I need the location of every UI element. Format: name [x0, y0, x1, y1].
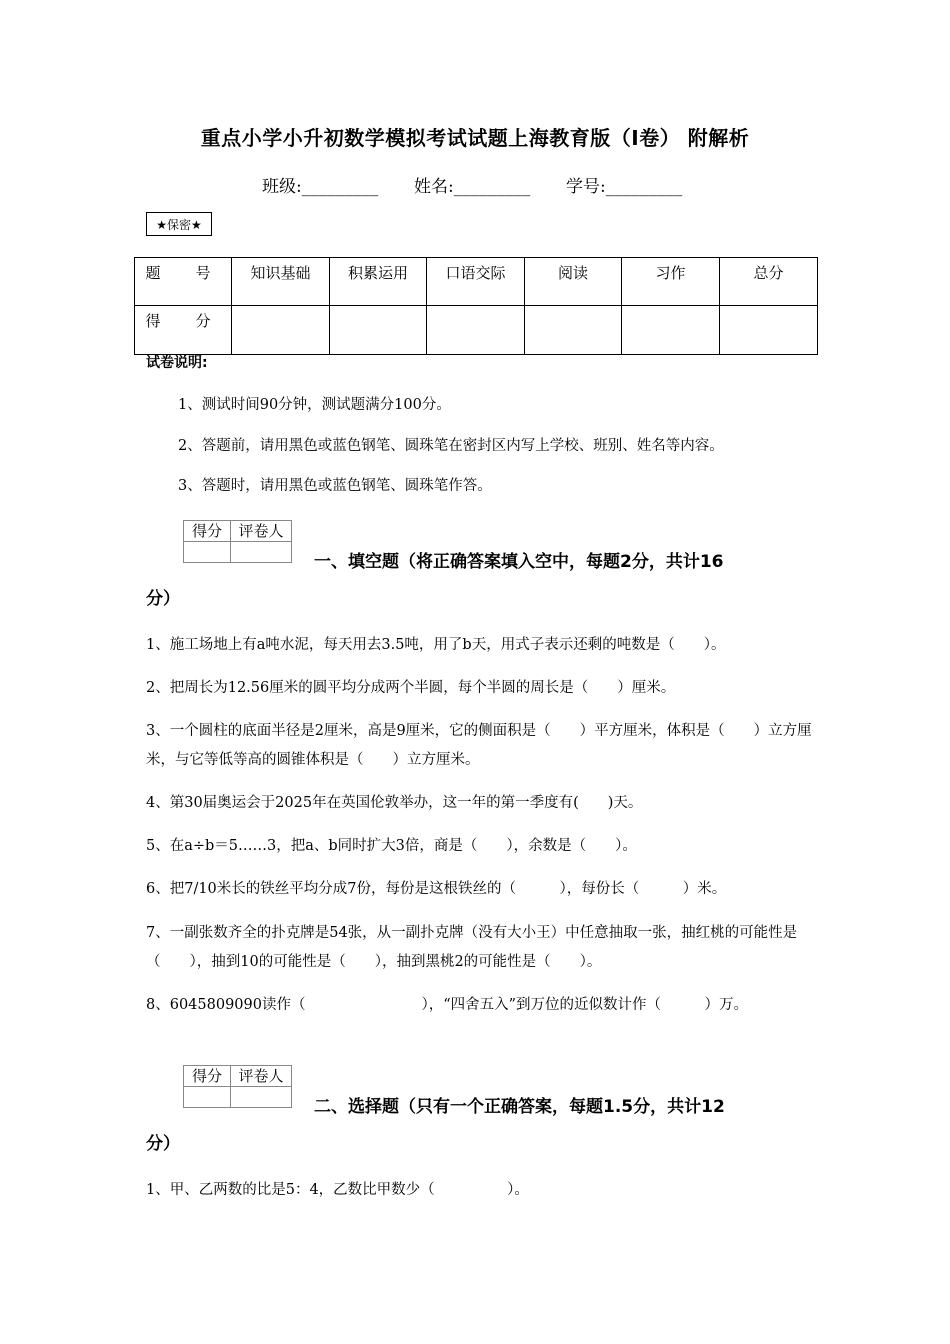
score-row-label: 得 分	[135, 306, 232, 355]
grader-box-2	[183, 1065, 292, 1108]
score-header-cell: 口语交际	[427, 258, 525, 306]
student-id-field[interactable]: 学号:_________	[566, 177, 683, 197]
grader-score-label: 得分	[184, 1066, 231, 1087]
score-header-cell: 积累运用	[330, 258, 427, 306]
score-cell[interactable]	[427, 306, 525, 355]
question-1-2: 2、把周长为12.56厘米的圆平均分成两个半圆，每个半圆的周长是（ ）厘米。	[146, 680, 676, 696]
instructions-title: 试卷说明:	[146, 355, 208, 371]
score-cell[interactable]	[525, 306, 622, 355]
grader-score-cell[interactable]	[184, 542, 231, 563]
question-1-6: 6、把7/10米长的铁丝平均分成7份，每份是这根铁丝的（ ），每份长（ ）米。	[146, 881, 727, 897]
score-cell[interactable]	[622, 306, 720, 355]
page-title: 重点小学小升初数学模拟考试试题上海教育版（I卷） 附解析	[200, 126, 750, 150]
section-1-heading: 一、填空题（将正确答案填入空中，每题2分，共计16	[314, 552, 724, 572]
score-header-cell: 题 号	[135, 258, 232, 306]
grader-name-label: 评卷人	[231, 1066, 292, 1087]
section-1-heading-cont: 分）	[146, 589, 180, 609]
grader-name-cell[interactable]	[231, 1087, 292, 1108]
score-cell[interactable]	[330, 306, 427, 355]
section-2-heading: 二、选择题（只有一个正确答案，每题1.5分，共计12	[314, 1097, 725, 1117]
score-cell[interactable]	[232, 306, 330, 355]
section-2-heading-cont: 分）	[146, 1134, 180, 1154]
instruction-item: 1、测试时间90分钟，测试题满分100分。	[178, 397, 451, 413]
question-1-8: 8、6045809090读作（ ），“四舍五入”到万位的近似数计作（ ）万。	[146, 997, 749, 1013]
class-field[interactable]: 班级:_________	[262, 177, 379, 197]
question-2-1: 1、甲、乙两数的比是5：4，乙数比甲数少（ ）。	[146, 1182, 529, 1198]
score-header-cell: 总分	[720, 258, 818, 306]
instruction-item: 3、答题时，请用黑色或蓝色钢笔、圆珠笔作答。	[178, 478, 492, 494]
score-cell[interactable]	[720, 306, 818, 355]
confidential-badge: ★保密★	[146, 212, 212, 236]
instruction-item: 2、答题前，请用黑色或蓝色钢笔、圆珠笔在密封区内写上学校、班别、姓名等内容。	[178, 438, 724, 454]
name-field[interactable]: 姓名:_________	[414, 177, 531, 197]
score-header-cell: 阅读	[525, 258, 622, 306]
grader-score-label: 得分	[184, 521, 231, 542]
question-1-3: 3、一个圆柱的底面半径是2厘米，高是9厘米，它的侧面积是（ ）平方厘米，体积是（ ）立方厘米，与它等低等高的圆锥体积是（ ）立方厘米。	[146, 723, 812, 768]
grader-name-label: 评卷人	[231, 521, 292, 542]
question-1-7: 7、一副张数齐全的扑克牌是54张，从一副扑克牌（没有大小王）中任意抽取一张，抽红桃的可能性是（ ），抽到10的可能性是（ ），抽到黑桃2的可能性是（ ）。	[146, 925, 798, 970]
question-1-5: 5、在a÷b＝5……3，把a、b同时扩大3倍，商是（ ），余数是（ ）。	[146, 838, 637, 854]
question-1-4: 4、第30届奥运会于2025年在英国伦敦举办，这一年的第一季度有( )天。	[146, 795, 643, 811]
grader-name-cell[interactable]	[231, 542, 292, 563]
grader-score-cell[interactable]	[184, 1087, 231, 1108]
score-header-cell: 知识基础	[232, 258, 330, 306]
score-header-cell: 习作	[622, 258, 720, 306]
question-1-1: 1、施工场地上有a吨水泥，每天用去3.5吨，用了b天，用式子表示还剩的吨数是（ ）。	[146, 637, 726, 653]
grader-box-1	[183, 520, 292, 563]
score-table	[134, 257, 818, 355]
